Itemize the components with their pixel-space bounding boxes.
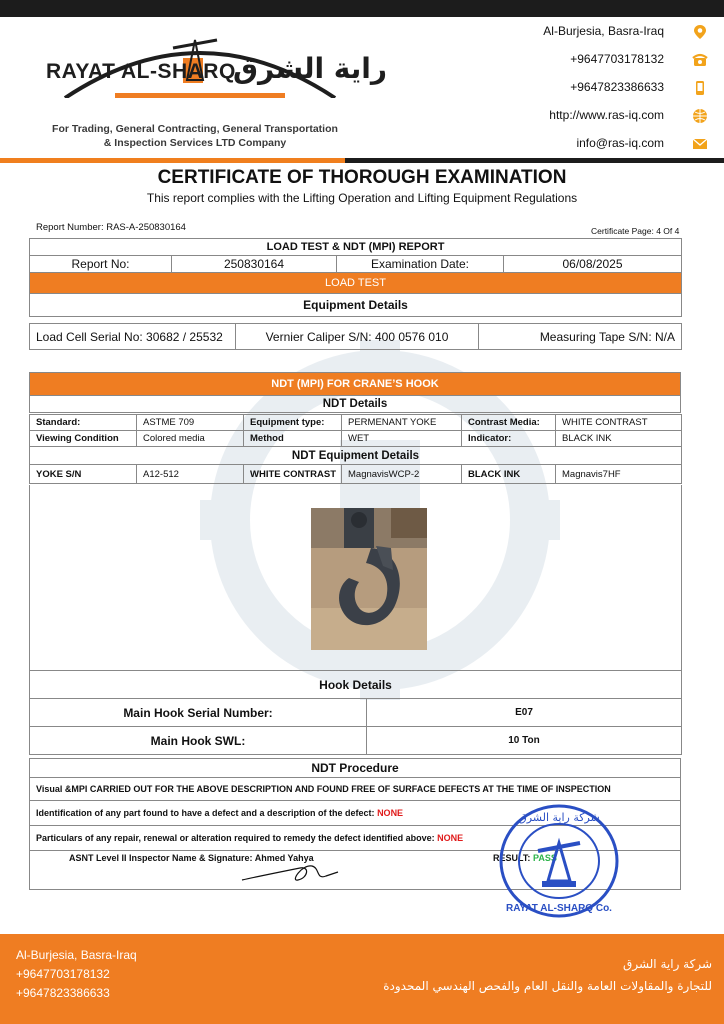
ndt-heading-table [29,372,681,413]
repair-value: NONE [437,833,464,843]
hook-details-heading: Hook Details [30,671,682,699]
indicator-value: BLACK INK [556,431,682,447]
stamp-text-top: شركة راية الشرق [518,811,600,824]
footer-company-ar: شركة راية الشرق [623,957,712,971]
inspector-name: Ahmed Yahya [254,853,314,863]
white-contrast-label: WHITE CONTRAST [244,465,342,484]
standard-label: Standard: [30,415,137,431]
contact-phone-2: +9647823386633 [570,80,664,94]
footer-address: Al-Burjesia, Basra-Iraq [16,948,137,962]
viewing-condition-label: Viewing Condition [30,431,137,447]
location-pin-icon [692,24,708,40]
hook-swl-label: Main Hook SWL: [30,727,367,755]
telephone-icon [692,52,708,68]
inspector-signature [240,858,340,886]
equipment-details-heading: Equipment Details [30,294,682,317]
black-ink-value: Magnavis7HF [556,465,682,484]
contact-address: Al-Burjesia, Basra-Iraq [543,24,664,38]
procedure-statement: Visual &MPI CARRIED OUT FOR THE ABOVE DESCRIPTION AND FOUND FREE OF SURFACE DEFECTS AT THE TIME OF INSPECTION [30,778,681,801]
crane-hook-photo [311,508,427,650]
method-value: WET [342,431,462,447]
exam-date-value: 06/08/2025 [504,256,682,273]
report-number-line: Report Number: RAS-A-250830164 [36,222,186,233]
ndt-details-table [29,414,682,484]
contact-phone-1: +9647703178132 [570,52,664,66]
company-stamp [498,803,620,919]
indicator-label: Indicator: [462,431,556,447]
repair-label: Particulars of any repair, renewal or alteration required to remedy the defect identified above: [36,833,435,843]
result-value: PASS [533,853,557,863]
equipment-type-value: PERMENANT YOKE [342,415,462,431]
viewing-condition-value: Colored media [137,431,244,447]
globe-icon [692,108,708,124]
exam-date-label: Examination Date: [337,256,504,273]
hook-serial-label: Main Hook Serial Number: [30,699,367,727]
logo-name-ar: راية الشرق [233,52,388,85]
yoke-value: A12-512 [137,465,244,484]
hook-serial-value: E07 [367,699,682,727]
certificate-page: Certificate Page: 4 Of 4 [591,226,680,236]
header-divider-orange [0,158,345,163]
load-test-heading: LOAD TEST [30,273,682,294]
contrast-media-label: Contrast Media: [462,415,556,431]
ndt-heading: NDT (MPI) FOR CRANE’S HOOK [30,373,681,396]
footer-description-ar: للتجارة والمقاولات العامة والنقل العام والفحص الهندسي المحدودة [383,979,712,993]
contact-email[interactable]: info@ras-iq.com [576,136,664,150]
defect-value: NONE [377,808,404,818]
footer-phone-1: +9647703178132 [16,967,110,981]
white-contrast-value: MagnavisWCP-2 [342,465,462,484]
report-header-table [29,238,682,317]
ndt-procedure-heading: NDT Procedure [30,759,681,778]
vernier-caliper-serial: Vernier Caliper S/N: 400 0576 010 [236,324,479,350]
certificate-title: CERTIFICATE OF THOROUGH EXAMINATION [157,167,567,188]
contact-website[interactable]: http://www.ras-iq.com [549,108,664,122]
report-no-value: 250830164 [172,256,337,273]
standard-value: ASTME 709 [137,415,244,431]
top-bar [0,0,724,17]
inspector-label: ASNT Level II Inspector Name & Signature: [69,853,253,863]
equipment-details-table [29,323,682,350]
company-tagline [30,122,360,150]
header-divider-dark [345,158,724,163]
certificate-subtitle: This report complies with the Lifting Operation and Lifting Equipment Regulations [146,191,578,205]
hook-details-table [29,670,682,755]
ndt-equipment-heading: NDT Equipment Details [30,447,682,465]
method-label: Method [244,431,342,447]
yoke-label: YOKE S/N [30,465,137,484]
measuring-tape-serial: Measuring Tape S/N: N/A [479,324,682,350]
load-cell-serial: Load Cell Serial No: 30682 / 25532 [30,324,236,350]
email-envelope-icon [692,136,708,152]
defect-label: Identification of any part found to have a defect and a description of the defect: [36,808,375,818]
ndt-details-heading: NDT Details [30,396,681,413]
hook-swl-value: 10 Ton [367,727,682,755]
stamp-text-bottom: RAYAT AL-SHARQ Co. [506,903,612,914]
contrast-media-value: WHITE CONTRAST [556,415,682,431]
equipment-type-label: Equipment type: [244,415,342,431]
tagline-line-1: For Trading, General Contracting, General Transportation [52,123,338,135]
black-ink-label: BLACK INK [462,465,556,484]
result-label: RESULT: [493,853,531,863]
mobile-phone-icon [692,80,708,96]
footer-phone-2: +9647823386633 [16,986,110,1000]
report-heading: LOAD TEST & NDT (MPI) REPORT [30,239,682,256]
report-no-label: Report No: [30,256,172,273]
tagline-line-2: & Inspection Services LTD Company [103,137,287,149]
logo-name-en: RAYAT AL-SHARQ [46,60,236,83]
